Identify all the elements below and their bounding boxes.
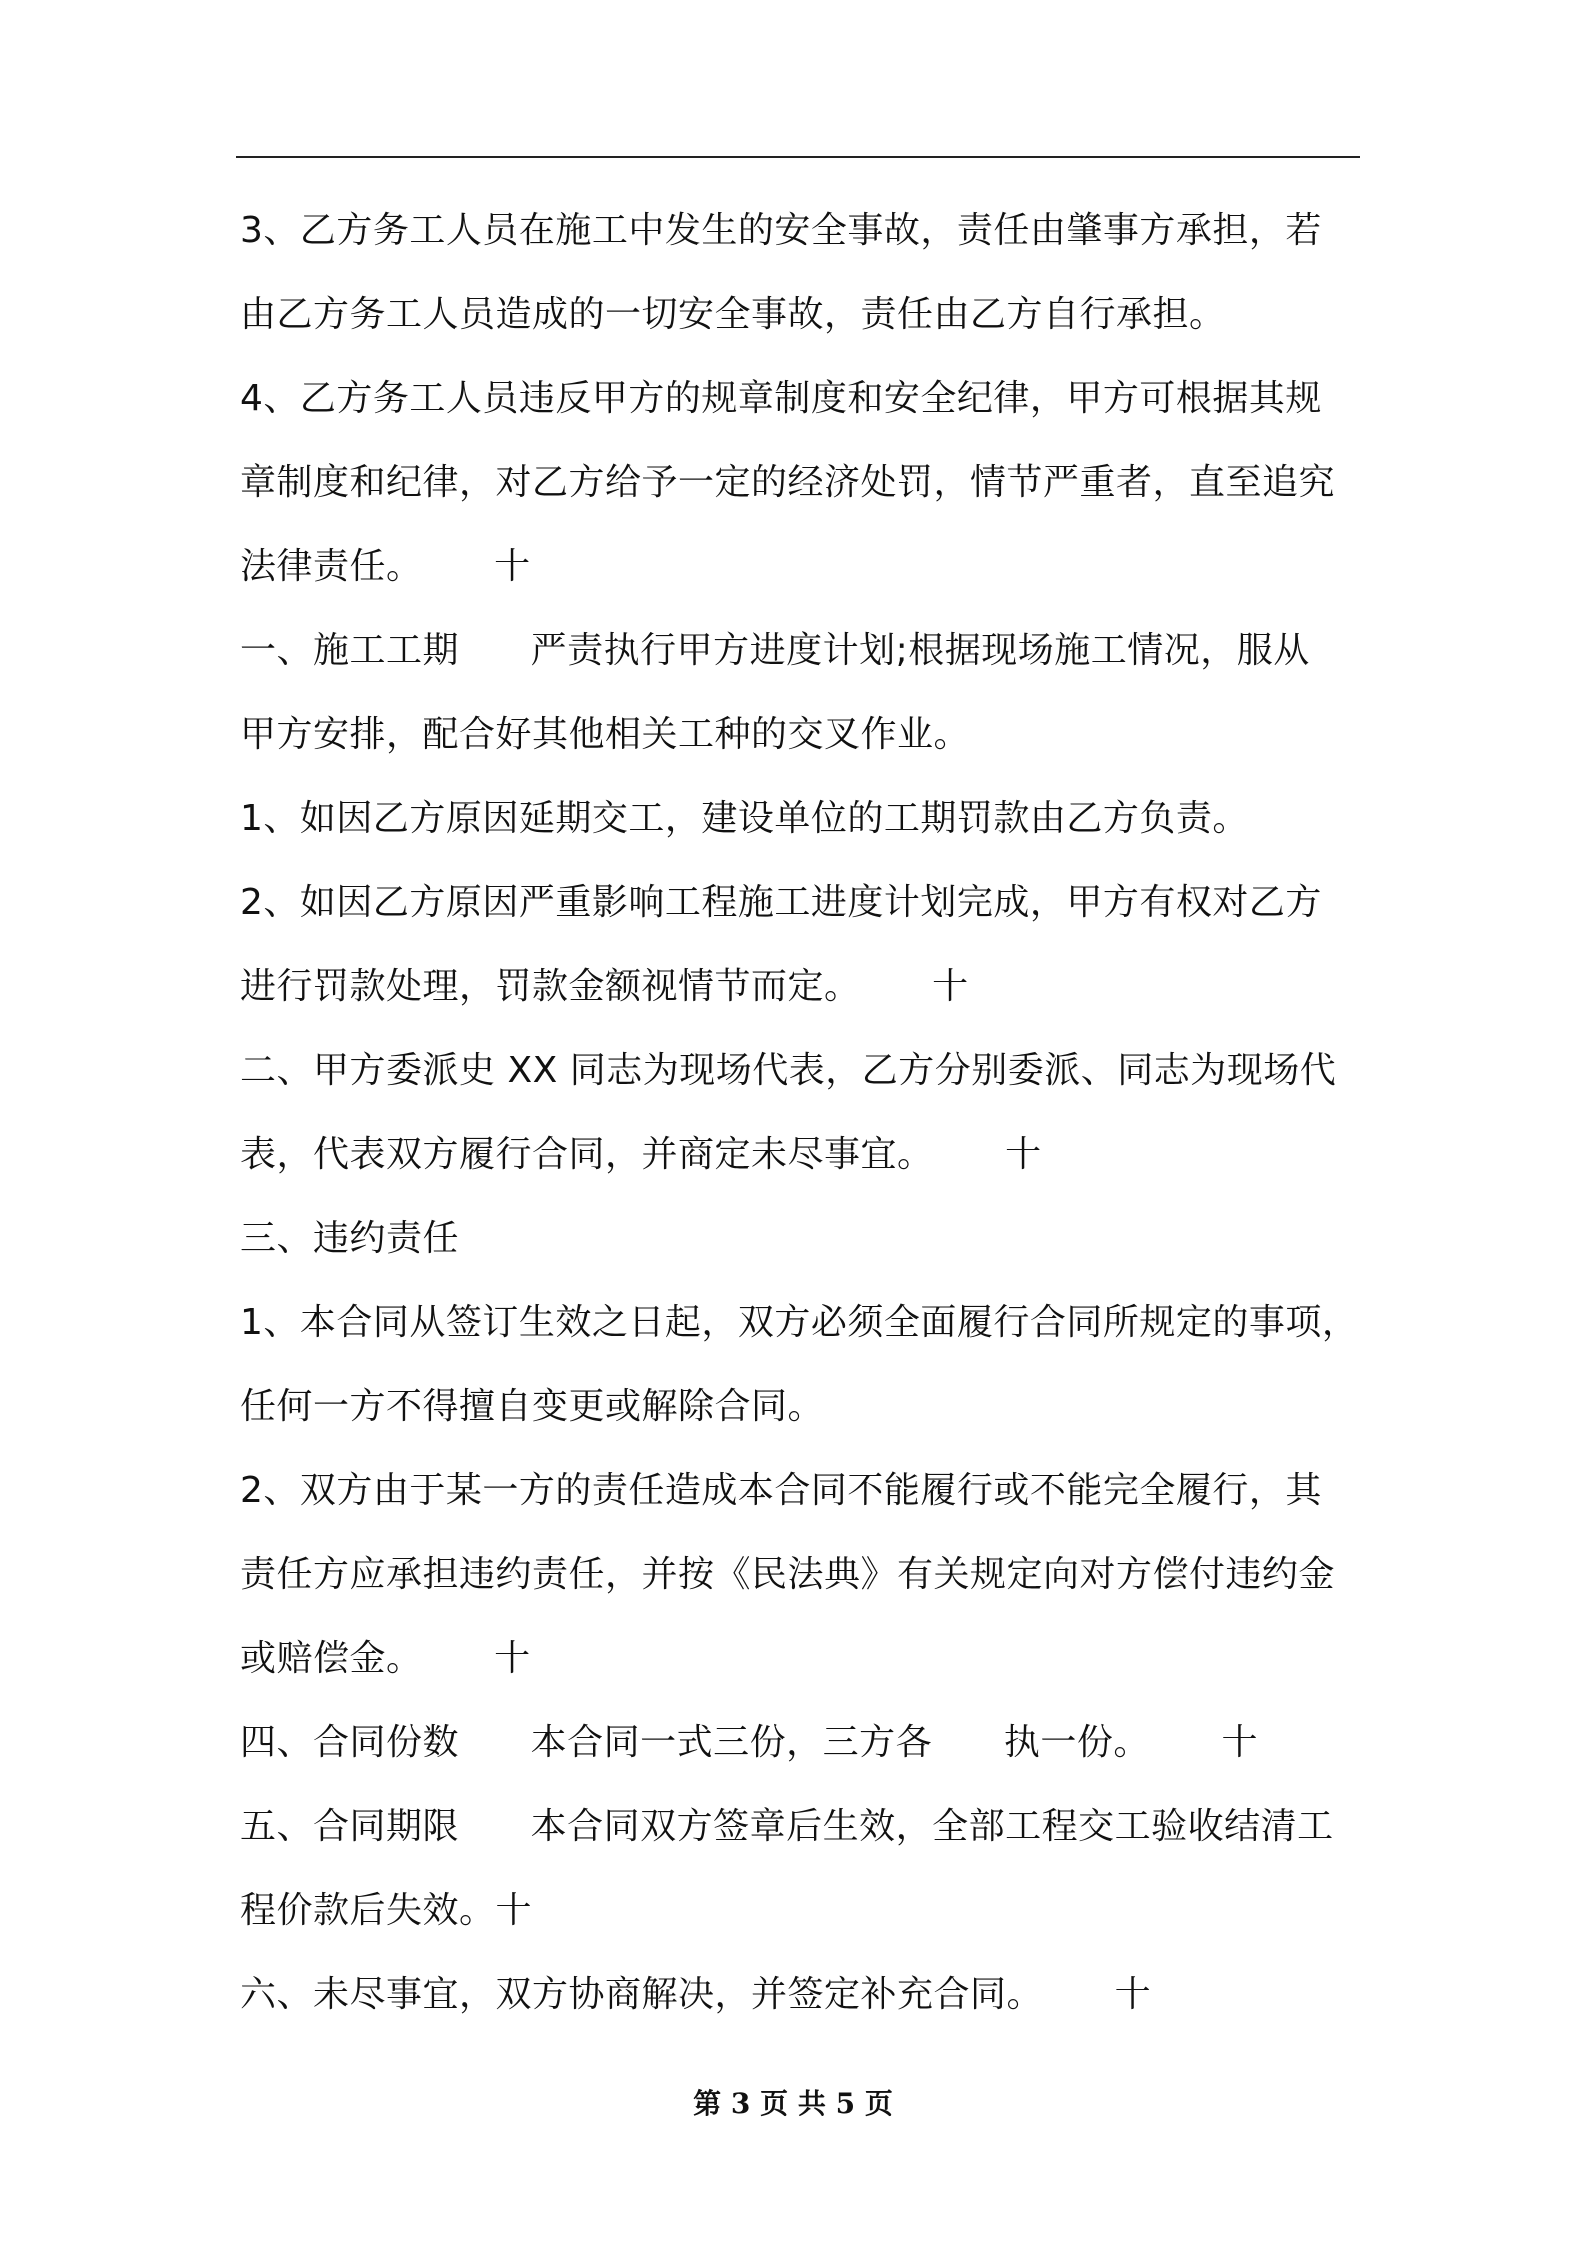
- paragraph-line: 3、乙方务工人员在施工中发生的安全事故，责任由肇事方承担，若: [240, 210, 1322, 251]
- paragraph-line: 1、本合同从签订生效之日起，双方必须全面履行合同所规定的事项，: [240, 1302, 1359, 1343]
- section-heading-line: 一、施工工期 严责执行甲方进度计划;根据现场施工情况，服从: [240, 630, 1310, 671]
- paragraph-line: 2、双方由于某一方的责任造成本合同不能履行或不能完全履行，其: [240, 1470, 1322, 1511]
- paragraph-line: 责任方应承担违约责任，并按《民法典》有关规定向对方偿付违约金: [240, 1554, 1336, 1595]
- section-heading-line: 四、合同份数 本合同一式三份，三方各 执一份。 十: [240, 1722, 1258, 1763]
- page-number-footer: 第 3 页 共 5 页: [693, 2087, 893, 2120]
- paragraph-line: 章制度和纪律，对乙方给予一定的经济处罚，情节严重者，直至追究: [240, 462, 1336, 503]
- paragraph-line: 进行罚款处理，罚款金额视情节而定。 十: [240, 966, 969, 1007]
- paragraph-line: 甲方安排，配合好其他相关工种的交叉作业。: [240, 714, 971, 755]
- paragraph-line: 4、乙方务工人员违反甲方的规章制度和安全纪律，甲方可根据其规: [240, 378, 1322, 419]
- paragraph-line: 法律责任。 十: [240, 546, 531, 587]
- paragraph-line: 表，代表双方履行合同，并商定未尽事宜。 十: [240, 1134, 1042, 1175]
- paragraph-line: 或赔偿金。 十: [240, 1638, 531, 1679]
- paragraph-line: 1、如因乙方原因延期交工，建设单位的工期罚款由乙方负责。: [240, 798, 1249, 839]
- paragraph-line: 任何一方不得擅自变更或解除合同。: [240, 1386, 825, 1427]
- section-heading-line: 二、甲方委派史 XX 同志为现场代表，乙方分别委派、同志为现场代: [240, 1050, 1337, 1091]
- document-body: [240, 198, 1380, 2046]
- paragraph-line: 由乙方务工人员造成的一切安全事故，责任由乙方自行承担。: [240, 294, 1226, 335]
- section-heading-line: 五、合同期限 本合同双方签章后生效，全部工程交工验收结清工: [240, 1806, 1334, 1847]
- header-rule: [236, 156, 1360, 158]
- paragraph-line: 程价款后失效。十: [240, 1890, 533, 1931]
- section-heading-line: 三、违约责任: [240, 1218, 460, 1259]
- section-heading-line: 六、未尽事宜，双方协商解决，并签定补充合同。 十: [240, 1974, 1152, 2015]
- paragraph-line: 2、如因乙方原因严重影响工程施工进度计划完成，甲方有权对乙方: [240, 882, 1322, 923]
